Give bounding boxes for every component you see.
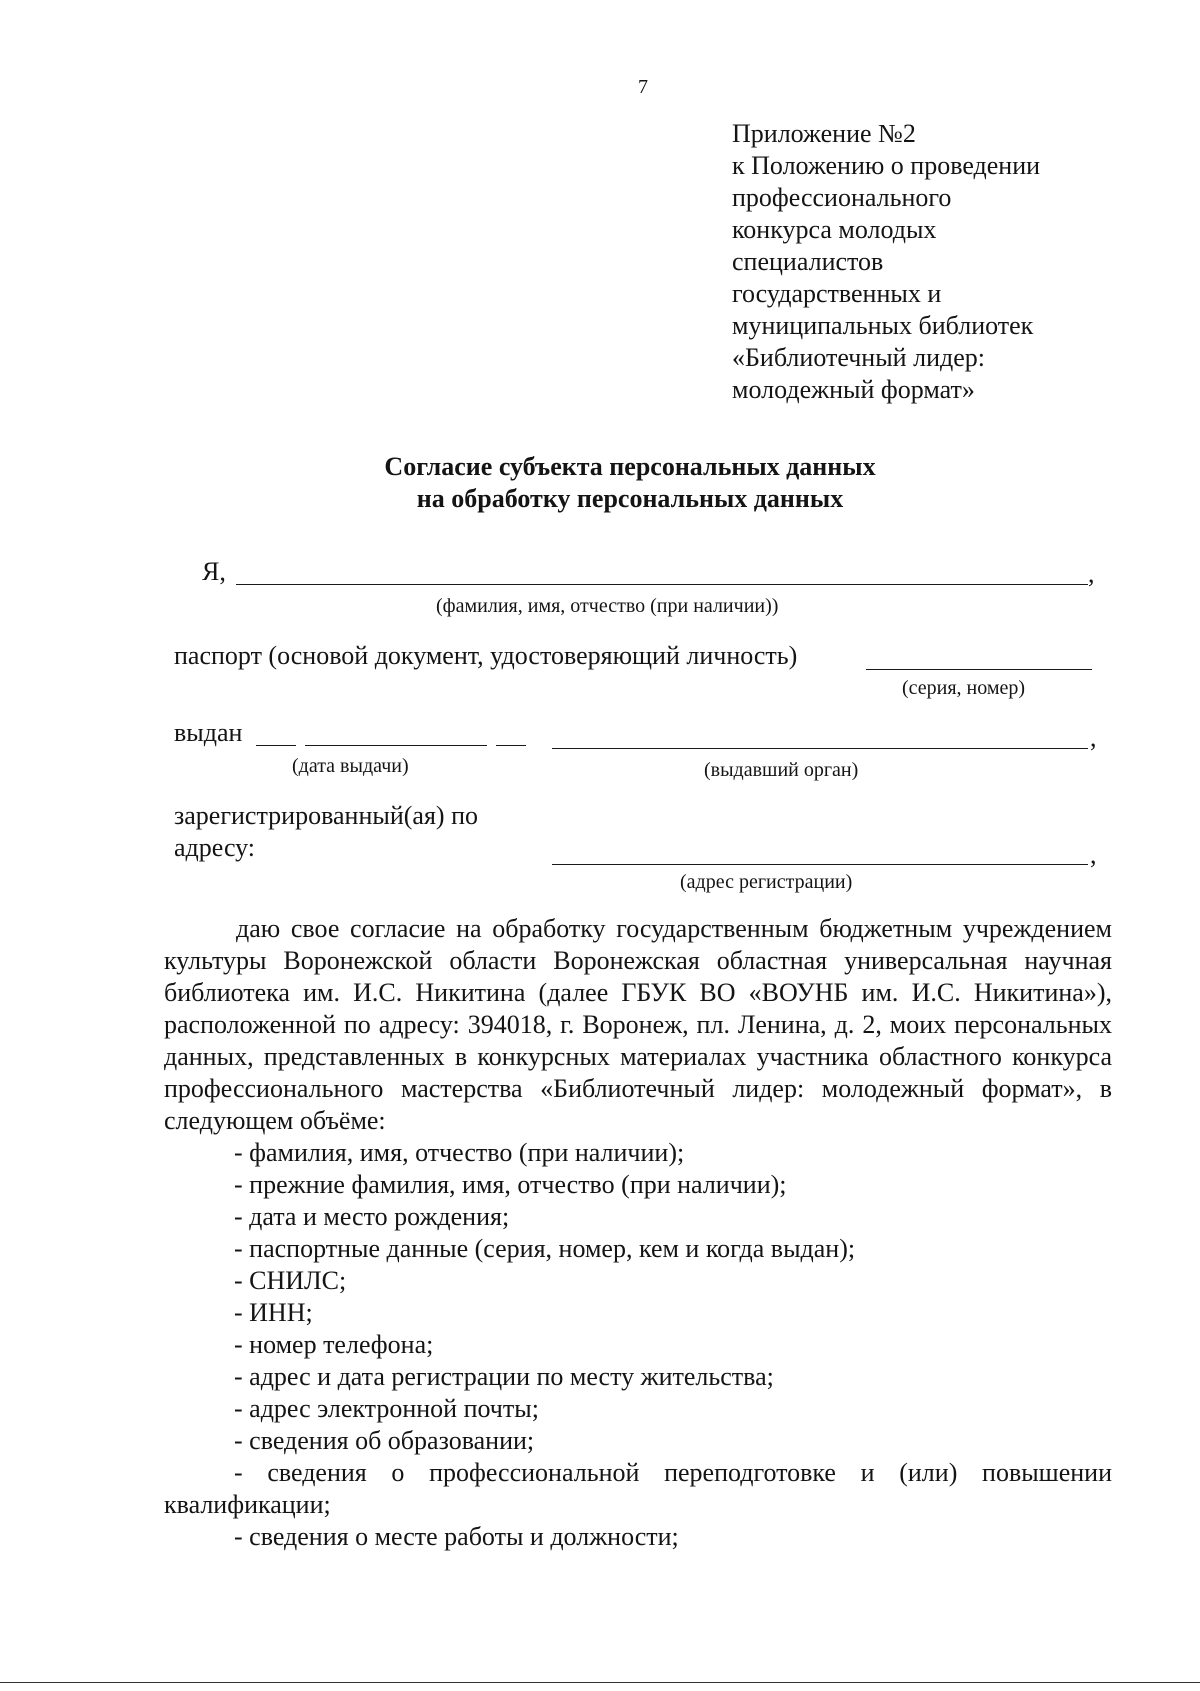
- list-item: - номер телефона;: [234, 1330, 434, 1359]
- document-title: [300, 451, 960, 515]
- page-number: 7: [638, 76, 648, 98]
- issued-comma: ,: [1090, 723, 1097, 752]
- list-item: - паспортные данные (серия, номер, кем и когда выдан);: [234, 1234, 856, 1263]
- list-item: - сведения о профессиональной переподготовке и (или) повышении квалификации;: [164, 1458, 1112, 1519]
- issued-by-fill-line[interactable]: [552, 748, 1088, 749]
- address-comma: ,: [1090, 840, 1097, 869]
- passport-fill-line[interactable]: [866, 669, 1092, 670]
- list-item: - адрес и дата регистрации по месту жительства;: [234, 1362, 774, 1391]
- appendix-line: профессионального: [732, 183, 952, 212]
- appendix-line: молодежный формат»: [732, 375, 975, 404]
- list-item: - ИНН;: [234, 1298, 313, 1327]
- address-label-line-2: адресу:: [174, 833, 256, 862]
- name-caption: (фамилия, имя, отчество (при наличии)): [436, 595, 779, 617]
- issued-by-caption: (выдавший орган): [704, 759, 859, 781]
- issued-year-line[interactable]: [496, 745, 526, 746]
- passport-caption: (серия, номер): [902, 677, 1026, 699]
- appendix-line: конкурса молодых: [732, 215, 937, 244]
- list-item: - СНИЛС;: [234, 1266, 347, 1295]
- title-line-2: на обработку персональных данных: [416, 484, 844, 513]
- address-fill-line[interactable]: [552, 864, 1088, 865]
- issued-date-caption: (дата выдачи): [292, 755, 409, 777]
- appendix-line: к Положению о проведении: [732, 151, 1041, 180]
- appendix-line: специалистов: [732, 247, 884, 276]
- appendix-reference: [732, 118, 1172, 406]
- name-comma: ,: [1088, 559, 1095, 588]
- appendix-line: муниципальных библиотек: [732, 311, 1034, 340]
- appendix-line: Приложение №2: [732, 119, 916, 148]
- list-item: - прежние фамилия, имя, отчество (при наличии);: [234, 1170, 787, 1199]
- list-item: - сведения о месте работы и должности;: [234, 1522, 679, 1551]
- name-prefix: Я,: [202, 557, 226, 586]
- issued-day-line[interactable]: [256, 745, 296, 746]
- page-bottom-rule: [0, 1682, 1200, 1683]
- appendix-line: «Библиотечный лидер:: [732, 343, 985, 372]
- passport-label: паспорт (основой документ, удостоверяющий личность): [174, 641, 798, 670]
- appendix-line: государственных и: [732, 279, 942, 308]
- name-fill-line[interactable]: [236, 584, 1088, 585]
- consent-paragraph: даю свое согласие на обработку государственным бюджетным учреждением культуры Воронежской области Воронежская областная универсальная научная библиотека им. И.С. Никитина (далее ГБУК ВО «ВОУНБ им. И.С. Никитина»), расположенной по адресу: 394018, г. Воронеж, пл. Ленина, д. 2, моих персональных данных, представленных в конкурсных материалах участника областного конкурса профессионального мастерства «Библиотечный лидер: молодежный формат», в следующем объёме:: [164, 914, 1112, 1135]
- issued-month-line[interactable]: [305, 745, 487, 746]
- list-item: - дата и место рождения;: [234, 1202, 510, 1231]
- list-item: - сведения об образовании;: [234, 1426, 535, 1455]
- list-item: - фамилия, имя, отчество (при наличии);: [234, 1138, 685, 1167]
- personal-data-list: [164, 1137, 1112, 1553]
- list-item: - адрес электронной почты;: [234, 1394, 539, 1423]
- address-caption: (адрес регистрации): [680, 871, 853, 893]
- issued-label: выдан: [174, 718, 243, 747]
- title-line-1: Согласие субъекта персональных данных: [384, 452, 876, 481]
- address-label-line-1: зарегистрированный(ая) по: [174, 801, 478, 830]
